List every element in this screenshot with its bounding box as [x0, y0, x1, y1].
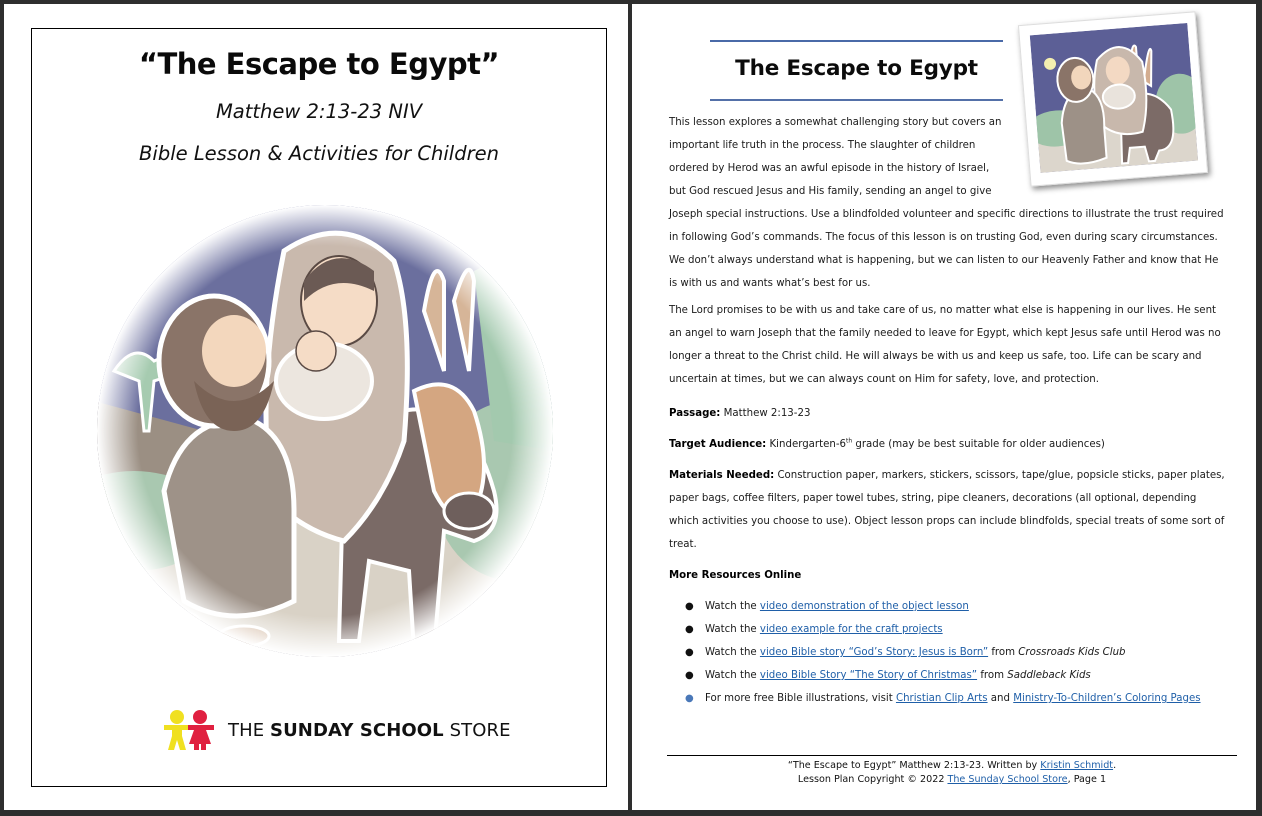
logo-text: THE SUNDAY SCHOOL STORE	[228, 719, 511, 741]
promise-paragraph: The Lord promises to be with us and take care of us, no matter what else is happening in our lives. He sent an angel to warn Joseph that the family needed to leave for Egypt, which kept Jesus safe until Herod was no longer a threat to the Christ child. He will always be with us and keep us safe, too. Life can be scary and uncertain at times, but we can always count on Him for safety, love, and protection.	[669, 305, 1221, 385]
coloring-pages-link[interactable]: Ministry-To-Children’s Coloring Pages	[1013, 693, 1201, 704]
footer-rule	[667, 755, 1237, 756]
intro-line: important life truth in the process. The slaughter of children	[669, 140, 976, 151]
bullet-icon: ●	[685, 647, 694, 658]
sunday-school-store-logo	[160, 709, 511, 751]
target-audience-line: Target Audience: Kindergarten-6th grade (may be best suitable for older audiences)	[669, 437, 1105, 450]
intro-paragraph-rest: Joseph special instructions. Use a blindfolded volunteer and specific directions to illustrate the trust required in following God’s commands. The focus of this lesson is on trusting God, even during scary circumstances. We don’t always understand what is happening, but we can listen to our Heavenly Father and know that He is with us and wants what’s best for us.	[669, 209, 1224, 289]
footer-line-1: “The Escape to Egypt” Matthew 2:13-23. Written by Kristin Schmidt.	[787, 760, 1117, 771]
object-lesson-video-link[interactable]: video demonstration of the object lesson	[759, 601, 969, 612]
bullet-icon: ●	[685, 693, 694, 704]
author-link[interactable]: Kristin Schmidt	[1040, 760, 1114, 771]
list-item: ● Watch the video Bible story “God’s Story: Jesus is Born” from Crossroads Kids Club	[685, 641, 1245, 664]
resources-list	[685, 595, 1245, 710]
craft-video-link[interactable]: video example for the craft projects	[759, 624, 943, 635]
title-rule-bottom	[710, 99, 1003, 101]
intro-line: but God rescued Jesus and His family, sending an angel to give	[669, 186, 992, 197]
cover-title: “The Escape to Egypt”	[138, 47, 500, 81]
bullet-icon: ●	[685, 601, 694, 612]
cover-page	[4, 4, 628, 810]
thumbnail-photo	[1018, 11, 1208, 186]
paper-dolls-icon	[160, 709, 220, 751]
bullet-icon: ●	[685, 624, 694, 635]
list-item: ● Watch the video Bible Story “The Story of Christmas” from Saddleback Kids	[685, 664, 1245, 687]
cover-description: Bible Lesson & Activities for Children	[139, 142, 499, 165]
holy-family-thumbnail	[1030, 23, 1198, 173]
materials-line: Materials Needed: Construction paper, markers, stickers, scissors, tape/glue, popsicle sticks, paper plates, paper bags, coffee filters, paper towel tubes, string, pipe cleaners, decorations (all optional, depending which activities you choose to use). Object lesson props can include blindfolds, special treats of some sort of treat.	[669, 470, 1225, 550]
intro-line: ordered by Herod was an awful episode in the history of Israel,	[669, 163, 990, 174]
more-resources-heading: More Resources Online	[669, 570, 802, 581]
list-item: ● For more free Bible illustrations, visit Christian Clip Arts and Ministry-To-Children’s Coloring Pages	[685, 687, 1245, 710]
passage-line: Passage: Matthew 2:13-23	[669, 408, 811, 419]
cover-passage: Matthew 2:13-23 NIV	[215, 100, 423, 123]
store-link[interactable]: The Sunday School Store	[947, 774, 1068, 785]
title-rule-top	[710, 40, 1003, 42]
footer-line-2: Lesson Plan Copyright © 2022 The Sunday School Store, Page 1	[797, 774, 1107, 785]
bullet-icon: ●	[685, 670, 694, 681]
lesson-page	[632, 4, 1256, 810]
gods-story-video-link[interactable]: video Bible story “God’s Story: Jesus is Born”	[759, 647, 989, 658]
intro-line: This lesson explores a somewhat challenging story but covers an	[669, 117, 1002, 128]
cover-frame	[31, 28, 607, 787]
intro-paragraph-narrow	[669, 111, 1009, 203]
story-of-christmas-video-link[interactable]: video Bible Story “The Story of Christmas”	[759, 670, 978, 681]
christian-clip-arts-link[interactable]: Christian Clip Arts	[895, 693, 988, 704]
lesson-title: The Escape to Egypt	[735, 56, 978, 81]
list-item: ● Watch the video example for the craft projects	[685, 618, 1245, 641]
list-item: ● Watch the video demonstration of the object lesson	[685, 595, 1245, 618]
cover-illustration	[94, 191, 556, 659]
